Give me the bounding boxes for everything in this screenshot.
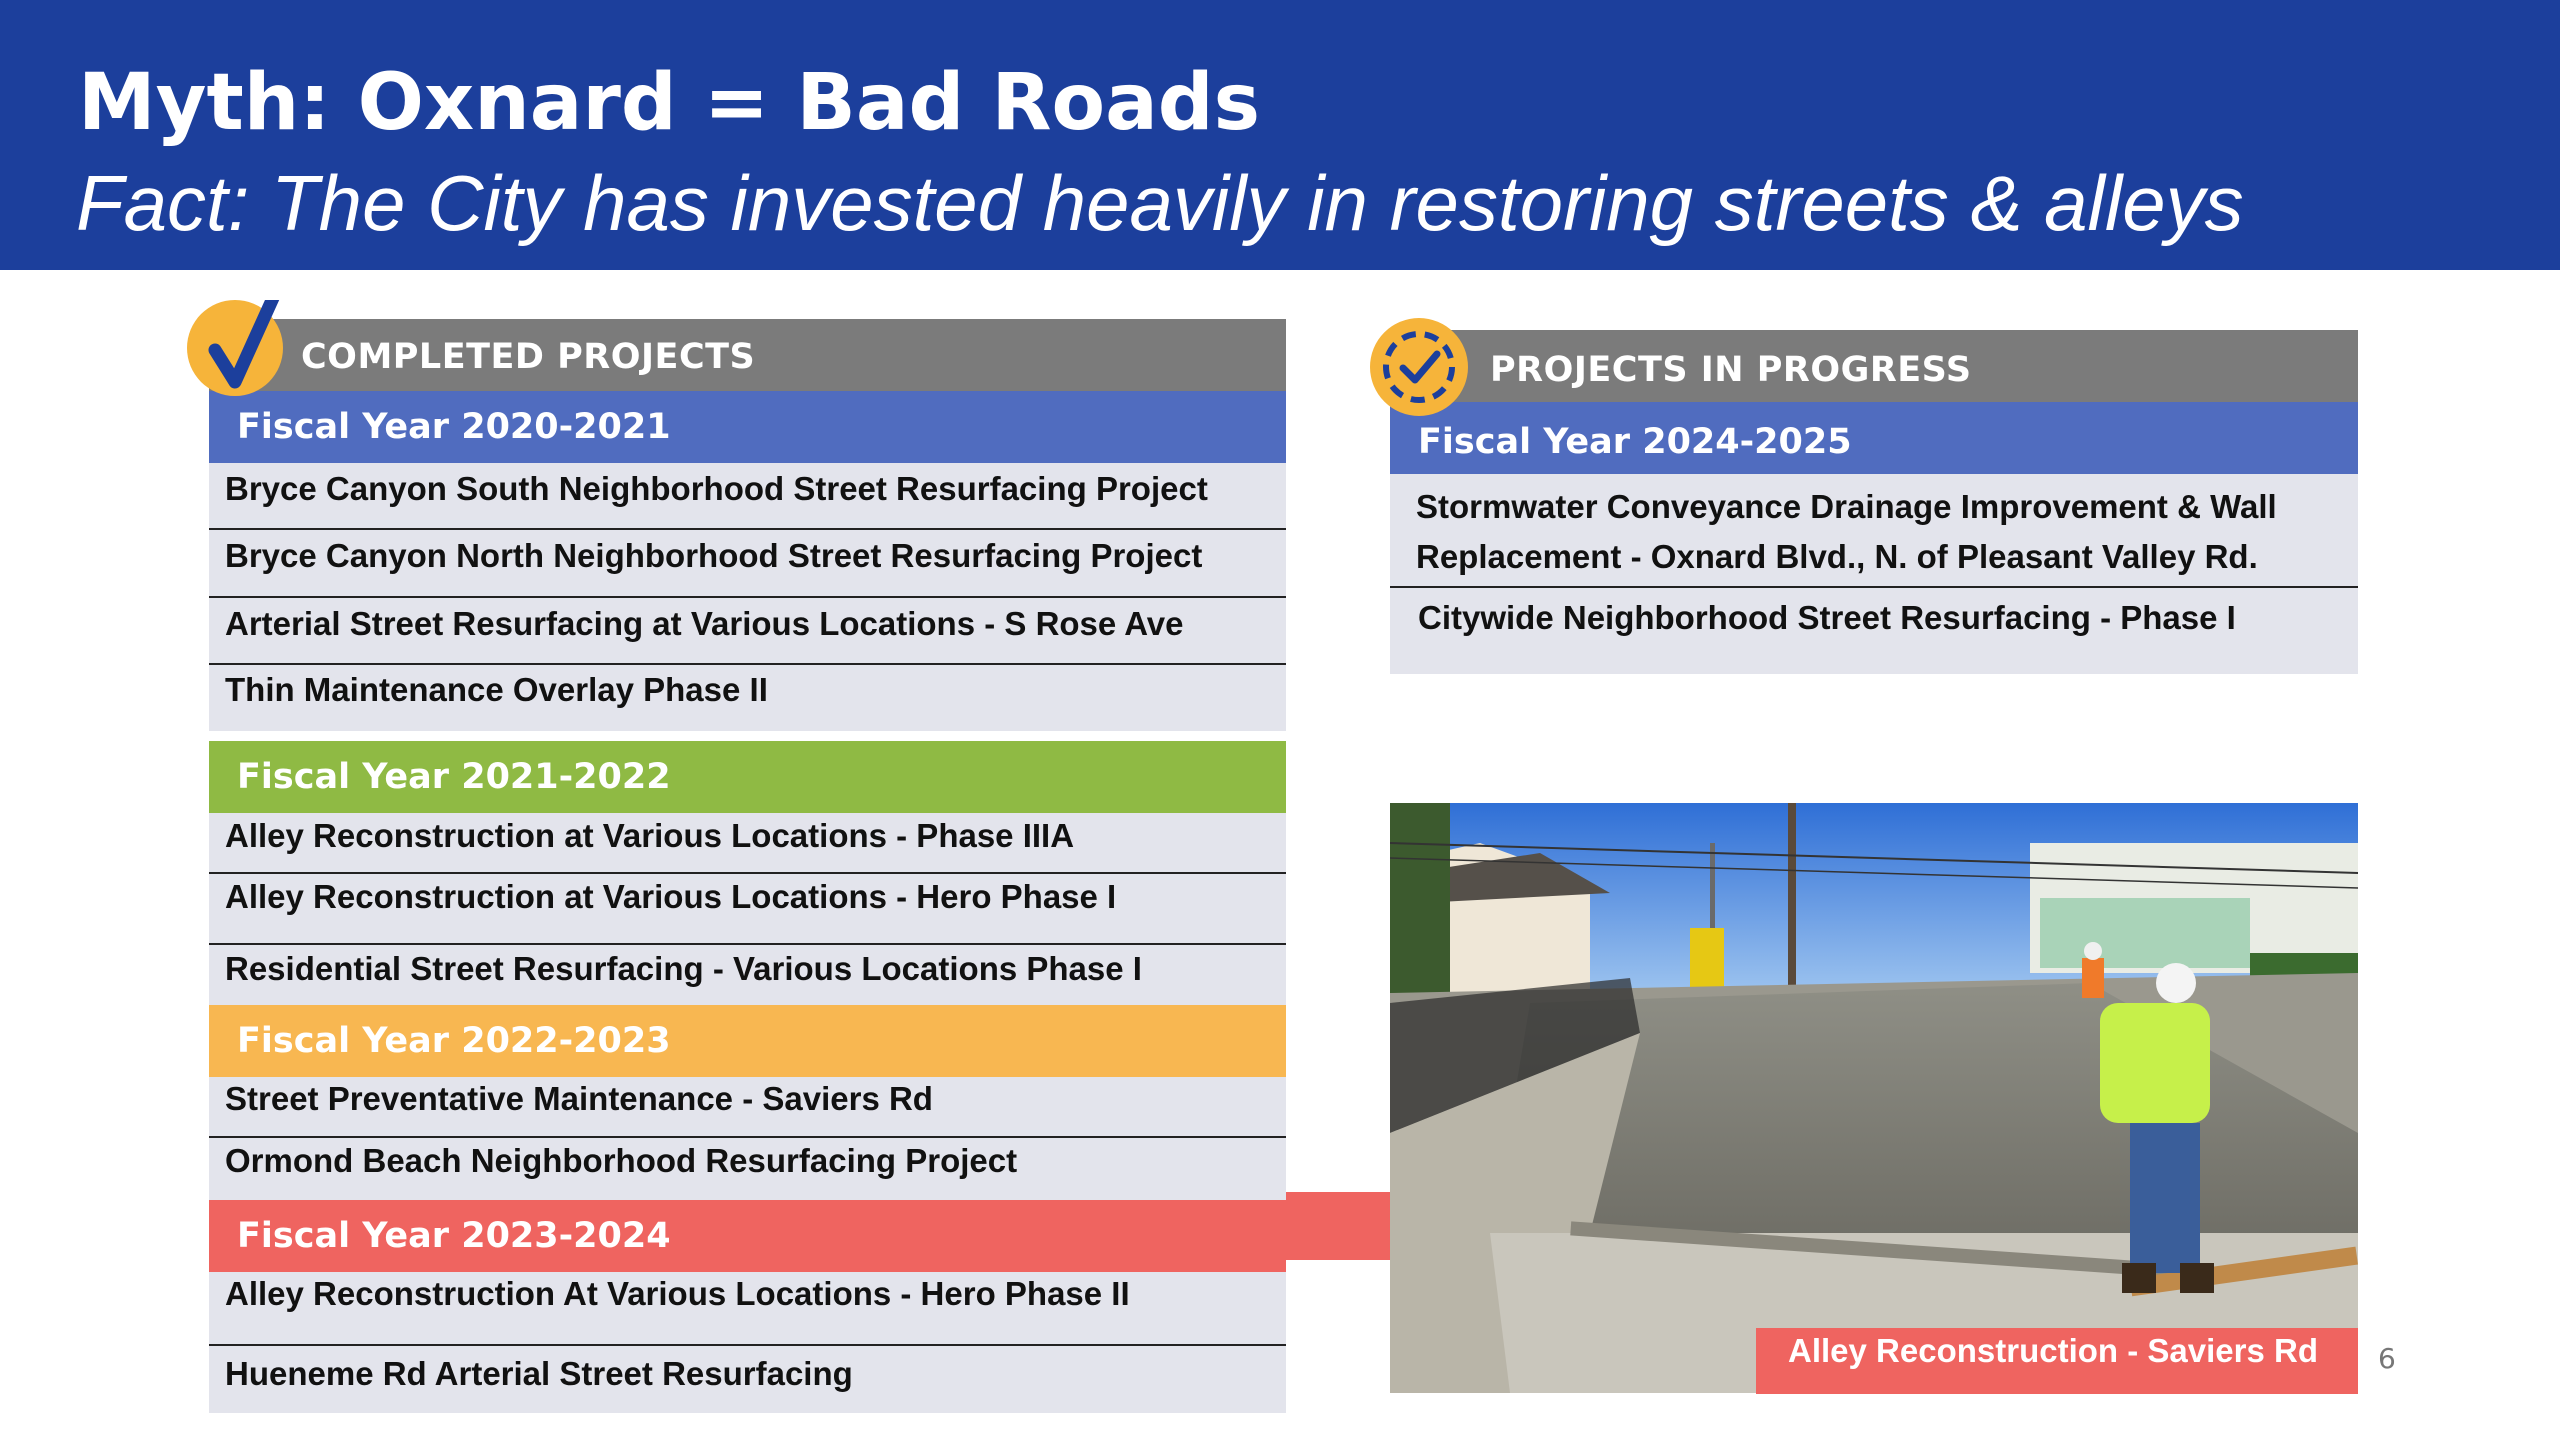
slide-header [0, 0, 2560, 270]
list-item: Street Preventative Maintenance - Saviers Rd [209, 1077, 1286, 1138]
check-circle-icon [187, 300, 283, 396]
list-item: Residential Street Resurfacing - Various Locations Phase I [209, 945, 1286, 1005]
fiscal-year-2021-2022: Fiscal Year 2021-2022 [209, 741, 1286, 813]
list-item: Ormond Beach Neighborhood Resurfacing Project [209, 1138, 1286, 1200]
list-item: Bryce Canyon North Neighborhood Street Resurfacing Project [209, 530, 1286, 598]
list-item: Bryce Canyon South Neighborhood Street Resurfacing Project [209, 463, 1286, 530]
list-item: Citywide Neighborhood Street Resurfacing - Phase I [1390, 588, 2358, 674]
in-progress-panel [1390, 330, 2358, 674]
list-item-line: Replacement - Oxnard Blvd., N. of Pleasant Valley Rd. [1416, 538, 2258, 575]
completed-projects-panel [209, 319, 1286, 1413]
list-item: Alley Reconstruction at Various Locations - Hero Phase I [209, 874, 1286, 945]
construction-photo [1390, 803, 2358, 1393]
list-item: Arterial Street Resurfacing at Various Locations - S Rose Ave [209, 598, 1286, 665]
completed-projects-heading: COMPLETED PROJECTS [301, 337, 756, 377]
in-progress-header [1390, 330, 2358, 402]
completed-projects-header [209, 319, 1286, 391]
list-item: Alley Reconstruction at Various Locations - Phase IIIA [209, 813, 1286, 874]
list-item: Alley Reconstruction At Various Locations - Hero Phase II [209, 1272, 1286, 1346]
slide-title: Myth: Oxnard = Bad Roads [78, 58, 1260, 148]
list-item: Thin Maintenance Overlay Phase II [209, 665, 1286, 731]
list-item: Hueneme Rd Arterial Street Resurfacing [209, 1346, 1286, 1413]
fiscal-year-2023-2024: Fiscal Year 2023-2024 [209, 1200, 1286, 1272]
fiscal-year-2020-2021: Fiscal Year 2020-2021 [209, 391, 1286, 463]
fiscal-year-2024-2025: Fiscal Year 2024-2025 [1390, 402, 2358, 474]
list-item [1390, 474, 2358, 588]
slide-number: 6 [2378, 1342, 2396, 1375]
progress-check-icon [1370, 318, 1468, 416]
slide-subtitle: Fact: The City has invested heavily in restoring streets & alleys [76, 159, 2244, 247]
in-progress-heading: PROJECTS IN PROGRESS [1490, 350, 1972, 390]
group-spacer [209, 731, 1286, 741]
list-item-line: Stormwater Conveyance Drainage Improvement & Wall [1416, 488, 2277, 525]
photo-caption: Alley Reconstruction - Saviers Rd [1756, 1328, 2358, 1394]
fiscal-year-2022-2023: Fiscal Year 2022-2023 [209, 1005, 1286, 1077]
